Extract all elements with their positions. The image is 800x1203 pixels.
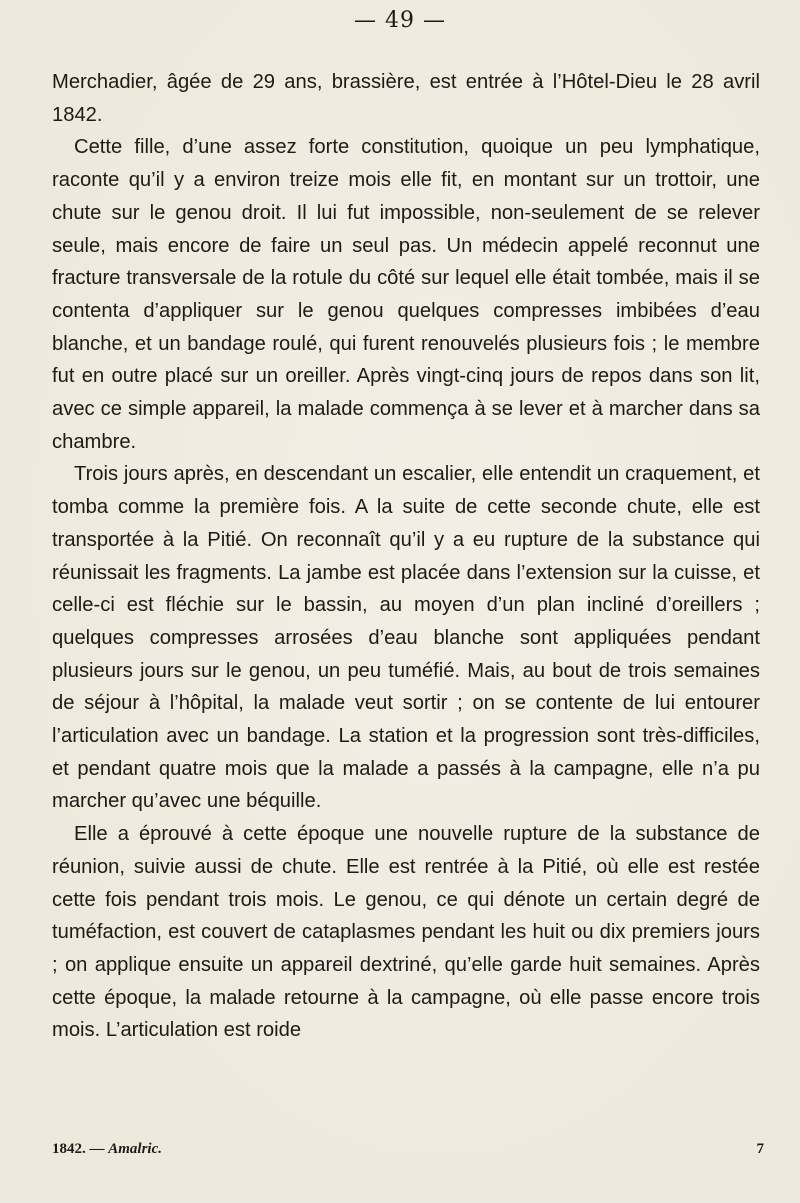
- footer-year: 1842.: [52, 1141, 86, 1157]
- footer-imprint: 1842. — Amalric.: [52, 1141, 163, 1157]
- paragraph-1: Merchadier, âgée de 29 ans, brassière, est entrée à l’Hôtel-Dieu le 28 avril 1842.: [52, 71, 760, 126]
- paragraph-3: Trois jours après, en descendant un escalier, elle entendit un craquement, et tomba comme la première fois. A la suite de cette seconde chute, elle est transportée à la Pitié. On reconnaît qu’il y a eu rupture de la substance qui réunissait les fragments. La jambe est placée dans l’extension sur la cuisse, et celle-ci est fléchie sur le bassin, au moyen d’un plan incliné d’oreillers ; quelques compresses arrosées d’eau blanche sont appliquées pendant plusieurs jours sur le genou, un peu tuméfié. Mais, au bout de trois semaines de séjour à l’hôpital, la malade veut sortir ; on se contente de lui entourer l’articulation avec un bandage. La station et la progression sont très-difficiles, et pendant quatre mois que la malade a passés à la campagne, elle n’a pu marcher qu’avec une béquille.: [52, 463, 760, 813]
- paragraph-4: Elle a éprouvé à cette époque une nouvelle rupture de la substance de réunion, suivie aussi de chute. Elle est rentrée à la Pitié, où elle est restée cette fois pendant trois mois. Le genou, ce qui dénote un certain degré de tuméfaction, est couvert de cataplasmes pendant les huit ou dix premiers jours ; on applique ensuite un appareil dextriné, qu’elle garde huit semaines. Après cette époque, la malade retourne à la campagne, où elle passe encore trois mois. L’articulation est roide: [52, 823, 760, 1042]
- page-number: — 49 —: [354, 8, 446, 33]
- signature-mark: 7: [756, 1141, 764, 1157]
- page-footer: [52, 1141, 764, 1167]
- body-text: [52, 66, 760, 1047]
- footer-author: Amalric.: [108, 1141, 163, 1157]
- paragraph-2: Cette fille, d’une assez forte constitution, quoique un peu lymphatique, raconte qu’il y a environ treize mois elle fit, en montant sur un trottoir, une chute sur le genou droit. Il lui fut impossible, non-seulement de se relever seule, mais encore de faire un seul pas. Un médecin appelé reconnut une fracture transversale de la rotule du côté sur lequel elle était tombée, mais il se contenta d’appliquer sur le genou quelques compresses imbibées d’eau blanche, et un bandage roulé, qui furent renouvelés plusieurs fois ; le membre fut en outre placé sur un oreiller. Après vingt-cinq jours de repos dans son lit, avec ce simple appareil, la malade commença à se lever et à marcher dans sa chambre.: [52, 136, 760, 453]
